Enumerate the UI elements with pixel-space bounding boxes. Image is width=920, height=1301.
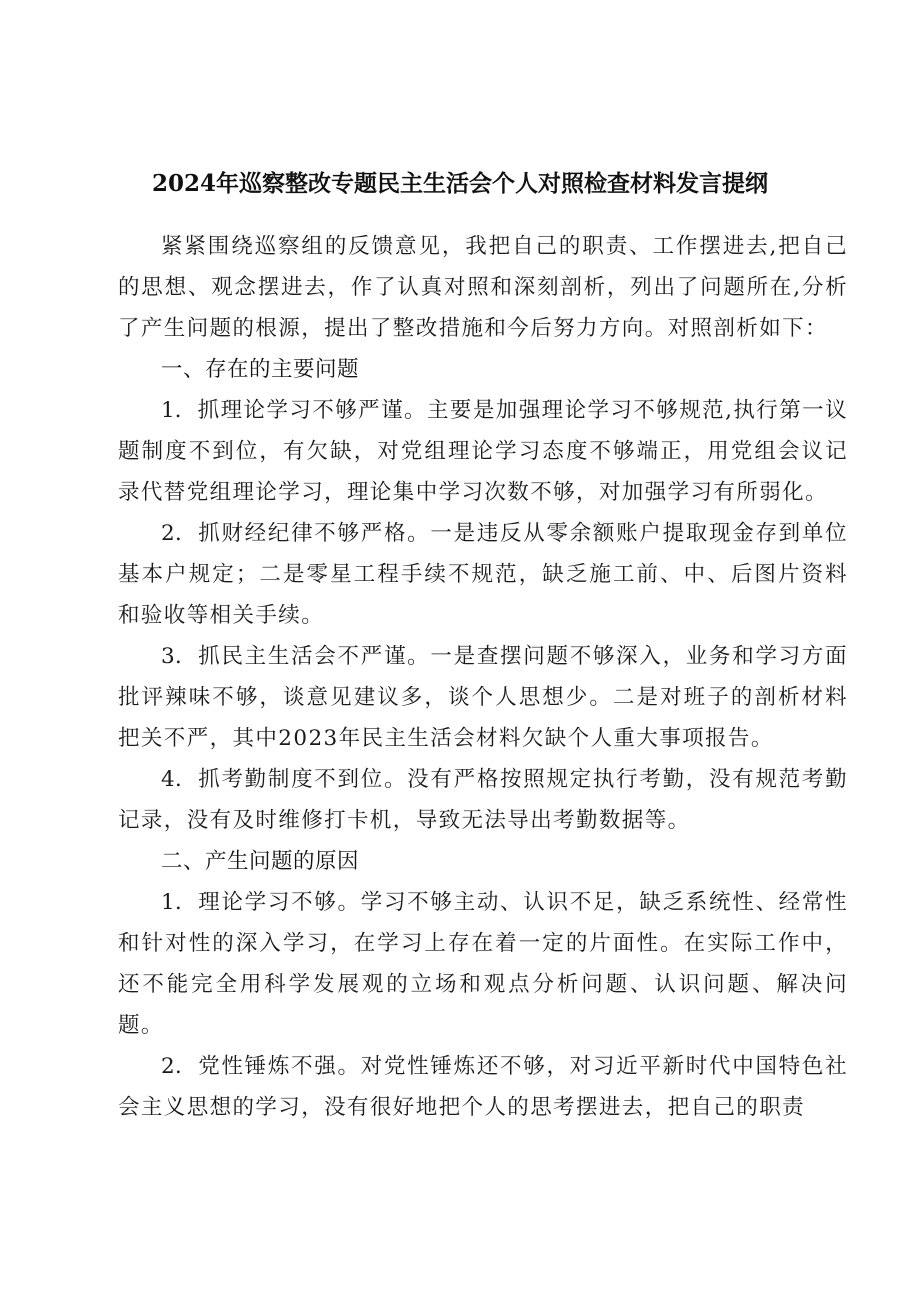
document-title: 2024年巡察整改专题民主生活会个人对照检查材料发言提纲 [151, 170, 768, 197]
item-number: 1 [161, 890, 175, 915]
document-body [118, 226, 848, 1128]
item-number: 3 [161, 644, 175, 669]
problem-item-3 [118, 636, 848, 759]
item-number: 2 [161, 521, 175, 546]
problem-item-4 [118, 759, 848, 841]
item-number: 4 [161, 767, 175, 792]
item-text: ．理论学习不够。学习不够主动、认识不足，缺乏系统性、经常性和针对性的深入学习，在学习上存在着一定的片面性。在实际工作中，还不能完全用科学发展观的立场和观点分析问题、认识问题、解决问题。 [118, 890, 848, 1038]
intro-paragraph: 紧紧围绕巡察组的反馈意见，我把自己的职责、工作摆进去,把自己的思想、观念摆进去，作了认真对照和深刻剖析，列出了问题所在,分析了产生问题的根源，提出了整改措施和今后努力方向。对照剖析如下： [118, 234, 848, 341]
item-number: 1 [161, 398, 175, 423]
item-text: ．抓理论学习不够严谨。主要是加强理论学习不够规范,执行第一议题制度不到位，有欠缺，对党组理论学习态度不够端正，用党组会议记录代替党组理论学习，理论集中学习次数不够，对加强学习有所弱化。 [118, 398, 848, 505]
section-heading-problems: 一、存在的主要问题 [161, 357, 360, 382]
item-text: ．抓民主生活会不严谨。一是查摆问题不够深入，业务和学习方面批评辣味不够，谈意见建议多，谈个人思想少。二是对班子的剖析材料把关不严，其中2023年民主生活会材料欠缺个人重大事项报告。 [118, 644, 848, 751]
problem-item-2 [118, 513, 848, 636]
section-heading-causes: 二、产生问题的原因 [161, 849, 360, 874]
cause-item-1 [118, 882, 848, 1046]
item-text: ．抓财经纪律不够严格。一是违反从零余额账户提取现金存到单位基本户规定；二是零星工程手续不规范，缺乏施工前、中、后图片资料和验收等相关手续。 [118, 521, 848, 628]
item-text: ．党性锤炼不强。对党性锤炼还不够，对习近平新时代中国特色社会主义思想的学习，没有很好地把个人的思考摆进去，把自己的职责 [118, 1054, 848, 1120]
problem-item-1 [118, 390, 848, 513]
item-text: ．抓考勤制度不到位。没有严格按照规定执行考勤，没有规范考勤记录，没有及时维修打卡机，导致无法导出考勤数据等。 [118, 767, 848, 833]
cause-item-2 [118, 1046, 848, 1128]
item-number: 2 [161, 1054, 175, 1079]
